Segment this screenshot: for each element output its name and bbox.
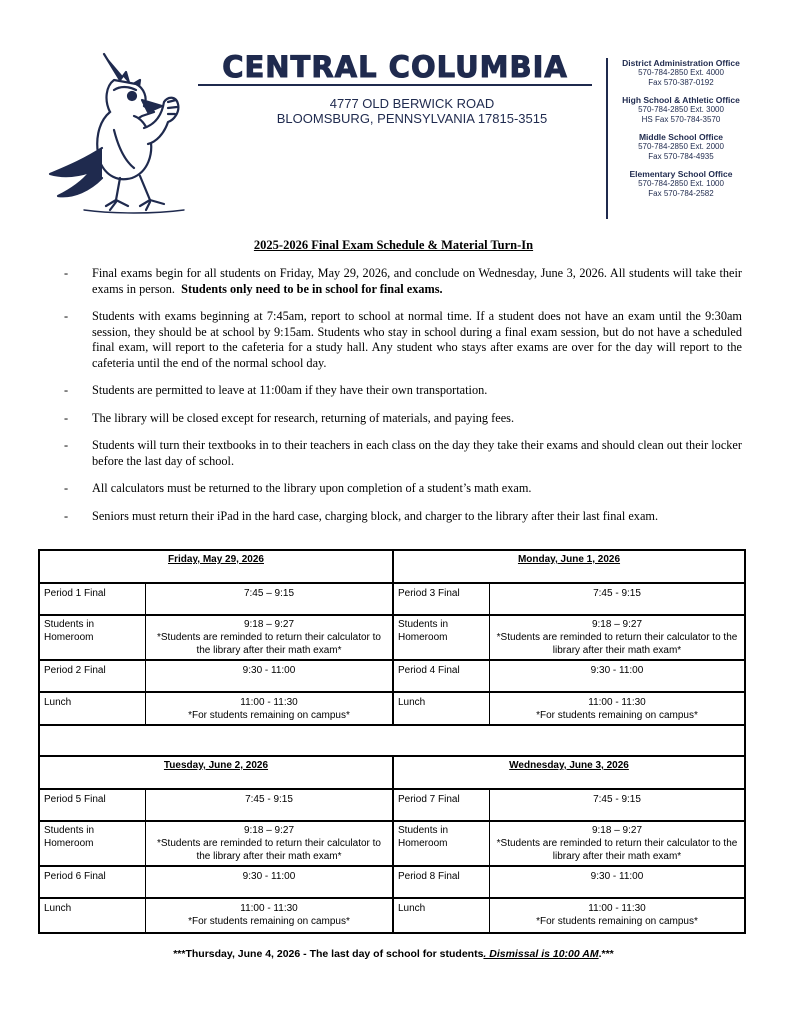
table-spacer-row bbox=[40, 726, 744, 757]
office-phone: 570-784-2850 Ext. 3000 bbox=[638, 105, 724, 114]
lunch-note: *For students remaining on campus* bbox=[188, 916, 350, 927]
lunch-cell bbox=[146, 899, 394, 932]
lunch-time: 11:00 - 11:30 bbox=[588, 903, 646, 914]
bullet-early-leave bbox=[64, 383, 742, 399]
bullet-list bbox=[64, 266, 742, 536]
bullet-exam-dates bbox=[64, 266, 742, 297]
lunch-note: *For students remaining on campus* bbox=[536, 916, 698, 927]
table-header-row bbox=[40, 757, 744, 790]
table-row bbox=[40, 661, 744, 693]
address-line-2: BLOOMSBURG, PENNSYLVANIA 17815-3515 bbox=[276, 111, 548, 126]
blue-jay-mascot-logo bbox=[44, 50, 194, 220]
brand-underline bbox=[198, 84, 592, 86]
bullet-text: All calculators must be returned to the library upon completion of a student’s math exam. bbox=[92, 481, 532, 495]
lunch-note: *For students remaining on campus* bbox=[188, 710, 350, 721]
period-time: 9:30 - 11:00 bbox=[490, 661, 744, 693]
lunch-note: *For students remaining on campus* bbox=[536, 710, 698, 721]
table-row bbox=[40, 867, 744, 899]
table-row bbox=[40, 822, 744, 867]
table-row bbox=[40, 616, 744, 661]
lunch-label: Lunch bbox=[394, 693, 490, 726]
school-name: CENTRAL COLUMBIA bbox=[222, 50, 568, 84]
lunch-time: 11:00 - 11:30 bbox=[240, 903, 298, 914]
document-title: 2025-2026 Final Exam Schedule & Material Turn-In bbox=[253, 238, 534, 252]
table-row bbox=[40, 790, 744, 822]
office-heading: Middle School Office bbox=[638, 132, 724, 142]
day-heading: Monday, June 1, 2026 bbox=[394, 551, 744, 584]
homeroom-time: 9:18 – 9:27 bbox=[591, 825, 643, 836]
period-label: Period 5 Final bbox=[40, 790, 146, 822]
office-fax: Fax 570-784-2582 bbox=[648, 188, 714, 198]
period-time: 9:30 - 11:00 bbox=[146, 867, 394, 899]
office-phone: 570-784-2850 Ext. 4000 bbox=[638, 68, 724, 77]
office-phone: 570-784-2850 Ext. 1000 bbox=[638, 179, 724, 188]
office-fax: Fax 570-784-4935 bbox=[648, 151, 714, 161]
bullet-text: Students will turn their textbooks in to their teachers in each class on the day they take their exams and should clean out their locker before the last day of school. bbox=[92, 438, 742, 468]
bullet-library bbox=[64, 411, 742, 427]
table-row bbox=[40, 584, 744, 616]
homeroom-label: Students in Homeroom bbox=[40, 822, 146, 867]
period-time: 7:45 – 9:15 bbox=[146, 584, 394, 616]
period-label: Period 8 Final bbox=[394, 867, 490, 899]
bullet-dash: - bbox=[64, 266, 69, 280]
lunch-time: 11:00 - 11:30 bbox=[588, 697, 646, 708]
period-time: 7:45 - 9:15 bbox=[490, 790, 744, 822]
table-header-row bbox=[40, 551, 744, 584]
bullet-dash: - bbox=[64, 438, 69, 452]
bullet-calculators bbox=[64, 481, 742, 497]
period-label: Period 4 Final bbox=[394, 661, 490, 693]
period-label: Period 7 Final bbox=[394, 790, 490, 822]
office-fax: Fax 570-387-0192 bbox=[648, 77, 714, 87]
bullet-textbooks bbox=[64, 438, 742, 469]
lunch-cell bbox=[146, 693, 394, 726]
period-label: Period 3 Final bbox=[394, 584, 490, 616]
exam-schedule-table bbox=[38, 549, 746, 934]
table-row bbox=[40, 899, 744, 932]
homeroom-note: *Students are reminded to return their calculator to the library after their math exam* bbox=[156, 838, 381, 862]
lunch-label: Lunch bbox=[40, 693, 146, 726]
bullet-dash: - bbox=[64, 508, 69, 523]
day-heading: Friday, May 29, 2026 bbox=[40, 551, 394, 584]
lunch-cell bbox=[490, 899, 744, 932]
bullet-text: The library will be closed except for research, returning of materials, and paying fees. bbox=[92, 410, 515, 425]
bullet-bold-text: Students only need to be in school for final exams. bbox=[181, 281, 443, 296]
day-heading: Wednesday, June 3, 2026 bbox=[394, 757, 744, 790]
homeroom-label: Students in Homeroom bbox=[394, 822, 490, 867]
period-label: Period 2 Final bbox=[40, 661, 146, 693]
office-heading: High School & Athletic Office bbox=[622, 95, 740, 105]
office-heading: District Administration Office bbox=[622, 58, 740, 68]
homeroom-cell bbox=[146, 616, 394, 661]
homeroom-note: *Students are reminded to return their calculator to the library after their math exam* bbox=[156, 632, 381, 656]
lunch-label: Lunch bbox=[394, 899, 490, 932]
day-heading: Tuesday, June 2, 2026 bbox=[40, 757, 394, 790]
address-line-1: 4777 OLD BERWICK ROAD bbox=[329, 96, 495, 111]
office-district bbox=[610, 58, 752, 87]
period-label: Period 1 Final bbox=[40, 584, 146, 616]
dismissal-time: . Dismissal is 10:00 AM bbox=[483, 948, 599, 960]
office-heading: Elementary School Office bbox=[629, 169, 733, 179]
bullet-ipads bbox=[64, 509, 742, 525]
notice-prefix: ***Thursday, June 4, 2026 - The last day of school for students bbox=[173, 948, 484, 960]
homeroom-cell bbox=[490, 822, 744, 867]
table-row bbox=[40, 693, 744, 726]
homeroom-note: *Students are reminded to return their calculator to the library after their math exam* bbox=[496, 632, 738, 656]
office-high-school bbox=[610, 95, 752, 124]
lunch-time: 11:00 - 11:30 bbox=[240, 697, 298, 708]
period-label: Period 6 Final bbox=[40, 867, 146, 899]
bullet-text: Seniors must return their iPad in the hard case, charging block, and charger to the library after their last final exam. bbox=[92, 508, 659, 523]
bullet-arrival-times bbox=[64, 309, 742, 371]
notice-suffix: .*** bbox=[598, 948, 614, 960]
school-address bbox=[262, 96, 562, 126]
office-fax: HS Fax 570-784-3570 bbox=[641, 114, 721, 124]
bullet-text: Students are permitted to leave at 11:00am if they have their own transportation. bbox=[92, 383, 488, 397]
bullet-dash: - bbox=[64, 481, 69, 495]
homeroom-time: 9:18 – 9:27 bbox=[243, 825, 295, 836]
homeroom-note: *Students are reminded to return their calculator to the library after their math exam* bbox=[496, 838, 738, 862]
homeroom-label: Students in Homeroom bbox=[394, 616, 490, 661]
lunch-cell bbox=[490, 693, 744, 726]
office-contacts bbox=[610, 58, 752, 206]
last-day-notice bbox=[0, 948, 787, 960]
period-time: 9:30 - 11:00 bbox=[146, 661, 394, 693]
office-elementary bbox=[610, 169, 752, 198]
homeroom-time: 9:18 – 9:27 bbox=[591, 619, 643, 630]
lunch-label: Lunch bbox=[40, 899, 146, 932]
homeroom-label: Students in Homeroom bbox=[40, 616, 146, 661]
homeroom-time: 9:18 – 9:27 bbox=[243, 619, 295, 630]
office-middle-school bbox=[610, 132, 752, 161]
homeroom-cell bbox=[146, 822, 394, 867]
bullet-dash: - bbox=[64, 410, 69, 425]
period-time: 7:45 - 9:15 bbox=[490, 584, 744, 616]
bullet-dash: - bbox=[64, 383, 69, 397]
school-brand bbox=[198, 52, 592, 86]
letterhead-divider bbox=[606, 58, 608, 219]
period-time: 7:45 - 9:15 bbox=[146, 790, 394, 822]
bullet-dash: - bbox=[64, 309, 69, 323]
homeroom-cell bbox=[490, 616, 744, 661]
bullet-text: Students with exams beginning at 7:45am, report to school at normal time. If a student does not have an exam until the 9:30am session, they should be at school by 9:15am. Students who stay in school during a final exam session, but do not have a scheduled final exam, will report to the cafeteria for a study hall. Any student who stays after exams are over for the day will report to the cafeteria until the end of the normal school day. bbox=[92, 309, 742, 370]
bullet-text: Final exams begin for all students on Friday, May 29, 2026, and conclude on Wednesday, June 3, 2026. All students will take their exams in person. bbox=[92, 266, 742, 296]
office-phone: 570-784-2850 Ext. 2000 bbox=[638, 142, 724, 151]
period-time: 9:30 - 11:00 bbox=[490, 867, 744, 899]
